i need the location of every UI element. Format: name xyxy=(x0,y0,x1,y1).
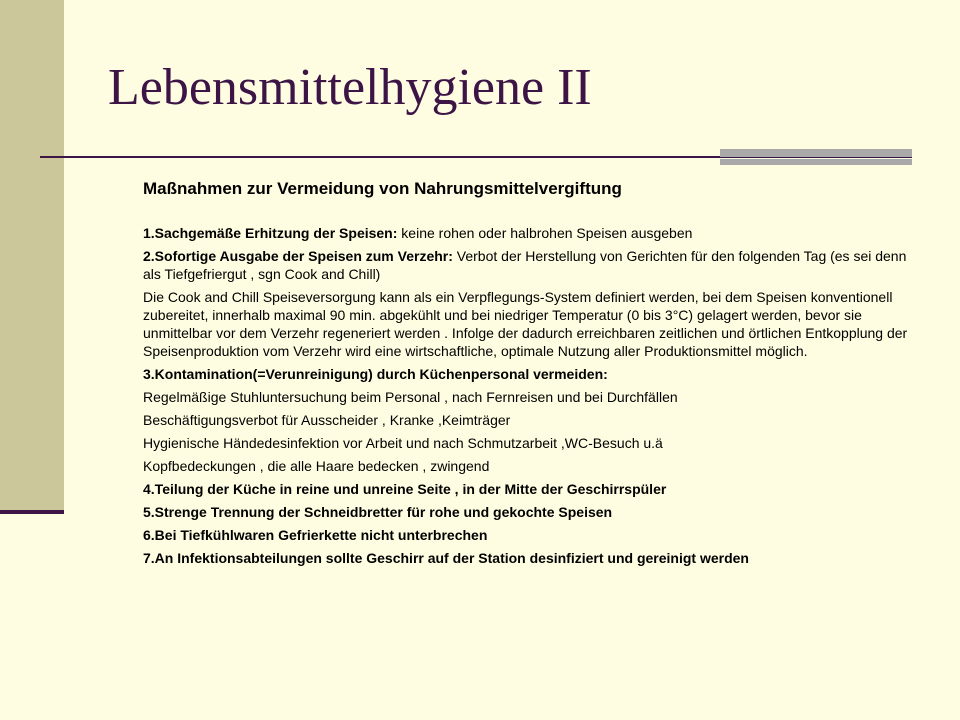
item-text: Beschäftigungsverbot für Ausscheider , Kranke ,Keimträger xyxy=(143,412,511,428)
title-rule-accent-lower xyxy=(720,159,912,165)
item-heading: 3.Kontamination(=Verunreinigung) durch Küchenpersonal vermeiden: xyxy=(143,366,608,382)
item-heading: 1.Sachgemäße Erhitzung der Speisen: xyxy=(143,225,398,241)
item-text: Regelmäßige Stuhluntersuchung beim Personal , nach Fernreisen und bei Durchfällen xyxy=(143,389,678,405)
item-text: keine rohen oder halbrohen Speisen ausgeben xyxy=(397,225,693,241)
cook-chill-paragraph xyxy=(143,288,913,360)
item-heading: 4.Teilung der Küche in reine und unreine Seite , in der Mitte der Geschirrspüler xyxy=(143,481,667,497)
list-item-4 xyxy=(143,480,913,498)
item-heading: 5.Strenge Trennung der Schneidbretter für rohe und gekochte Speisen xyxy=(143,504,613,520)
item-text: Kopfbedeckungen , die alle Haare bedecken , zwingend xyxy=(143,458,490,474)
list-item-6 xyxy=(143,526,913,544)
sub-item-hand-disinfection xyxy=(143,434,913,452)
list-item-5 xyxy=(143,503,913,521)
sub-item-employment-ban xyxy=(143,411,913,429)
list-item-2 xyxy=(143,247,913,283)
item-text: Hygienische Händedesinfektion vor Arbeit und nach Schmutzarbeit ,WC-Besuch u.ä xyxy=(143,435,663,451)
list-item-1 xyxy=(143,224,913,242)
sidebar-bar xyxy=(0,0,64,512)
item-heading: 7.An Infektionsabteilungen sollte Geschirr auf der Station desinfiziert und gereinigt werden xyxy=(143,550,749,566)
slide-content xyxy=(143,178,913,572)
item-text: Die Cook and Chill Speiseversorgung kann als ein Verpflegungs-System definiert werden, bei dem Speisen konventionell zubereitet, innerhalb maximal 90 min. abgekühlt und bei niedriger Temperatur (0 bis 3°C) gelagert werden, bevor sie unmittelbar vor dem Verzehr regeneriert werden . Infolge der dadurch erreichbaren zeitlichen und örtlichen Entkopplung der Speisenproduktion vom Verzehr wird eine wirtschaftliche, optimale Nutzung aller Produktionsmittel möglich. xyxy=(143,289,908,359)
item-text: Verbot der Herstellung von Gerichten für den folgenden Tag (es sei denn als Tiefgefriergut , sgn Cook and Chill) xyxy=(143,248,907,282)
sidebar-rule xyxy=(0,510,64,514)
item-heading: 6.Bei Tiefkühlwaren Gefrierkette nicht unterbrechen xyxy=(143,527,488,543)
sub-item-head-covering xyxy=(143,457,913,475)
list-item-3 xyxy=(143,365,913,383)
slide-subtitle: Maßnahmen zur Vermeidung von Nahrungsmittelvergiftung xyxy=(143,179,622,198)
slide-title: Lebensmittelhygiene II xyxy=(108,59,592,116)
sub-item-stool-test xyxy=(143,388,913,406)
title-rule-accent xyxy=(720,149,912,157)
list-item-7 xyxy=(143,549,913,567)
item-heading: 2.Sofortige Ausgabe der Speisen zum Verzehr: xyxy=(143,248,453,264)
